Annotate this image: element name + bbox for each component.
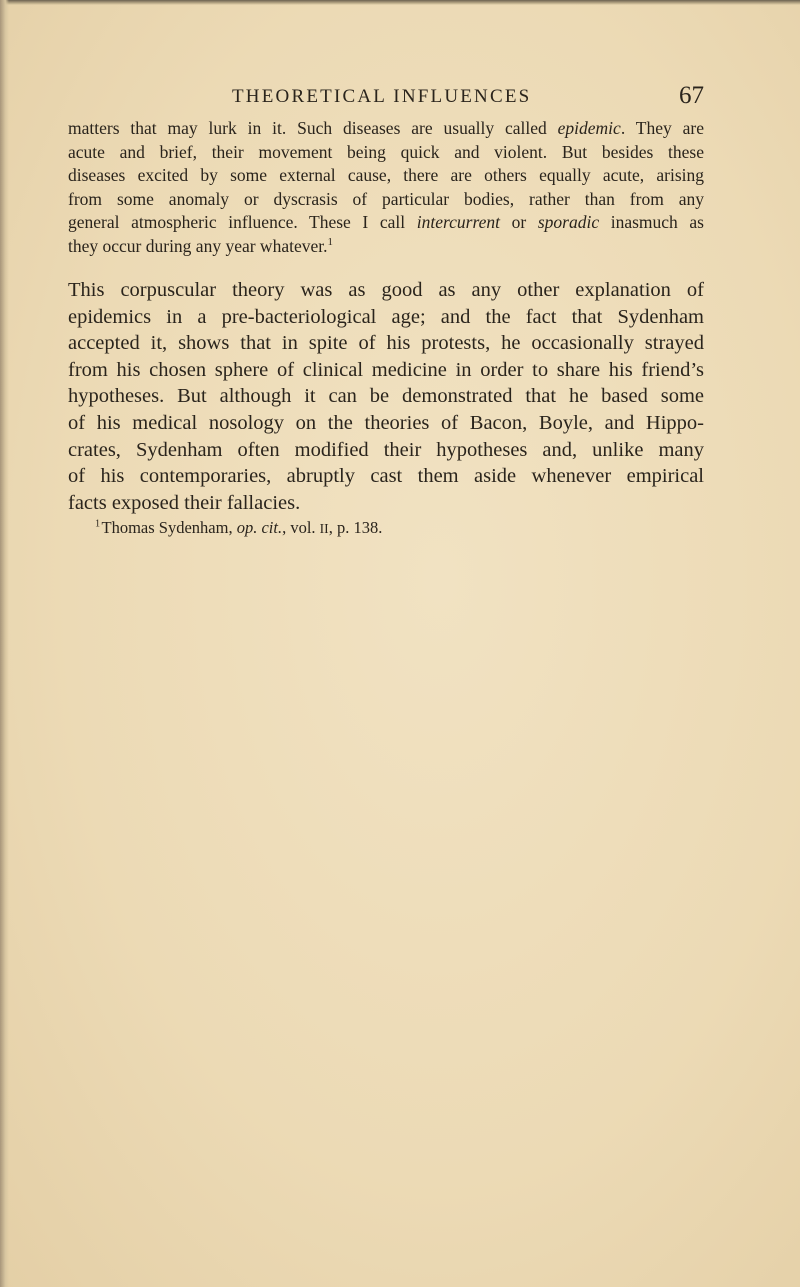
quote-line-5: general atmospheric influence. These I call intercurrent or sporadic inasmuch as (68, 212, 704, 233)
running-head (232, 84, 704, 114)
page-top-edge (0, 0, 800, 5)
quote-line-6: they occur during any year whatever.$^1$ (68, 235, 333, 256)
term-epidemic: epidemic (557, 118, 621, 138)
paragraph-line-1: This corpuscular theory was as good as any other explanation of (68, 279, 704, 301)
footnote-author: Thomas Sydenham, (101, 518, 237, 537)
paragraph-line-9: facts exposed their fallacies. (68, 491, 301, 514)
footnote-reference: 1 (327, 236, 333, 249)
paragraph-line-4: from his chosen sphere of clinical medicine in order to share his friend’s (68, 358, 704, 381)
quote-line-3: diseases excited by some external cause, there are others equally acute, arising (68, 165, 704, 186)
body-paragraph (68, 277, 704, 516)
running-title: THEORETICAL INFLUENCES (232, 86, 532, 107)
quote-line-1: matters that may lurk in it. Such diseases are usually called epidemic. They are (68, 118, 704, 138)
quote-line-4: from some anomaly or dyscrasis of particular bodies, rather than from any (68, 188, 704, 209)
paragraph-line-7: crates, Sydenham often modified their hypotheses and, unlike many (68, 438, 704, 461)
term-sporadic: sporadic (537, 212, 600, 233)
footnote (95, 518, 382, 538)
page-number: 67 (679, 82, 704, 109)
footnote-vol: , vol. (282, 518, 320, 537)
paragraph-line-2: epidemics in a pre-bacteriological age; and the fact that Sydenham (68, 305, 704, 328)
block-quote (68, 117, 704, 259)
quote-line-2: acute and brief, their movement being quick and violent. But besides these (68, 141, 704, 162)
footnote-marker: 1 (95, 518, 101, 530)
footnote-citation: op. cit. (236, 518, 283, 537)
footnote-page: , p. 138. (328, 518, 383, 537)
footnote-volume: II (319, 521, 329, 536)
page-left-edge (0, 0, 9, 1287)
term-intercurrent: intercurrent (416, 212, 501, 233)
paragraph-line-3: accepted it, shows that in spite of his protests, he occasionally strayed (68, 332, 704, 355)
paragraph-line-8: of his contemporaries, abruptly cast them aside whenever empirical (68, 465, 704, 488)
paragraph-line-6: of his medical nosology on the theories of Bacon, Boyle, and Hippo- (68, 411, 704, 434)
paragraph-line-5: hypotheses. But although it can be demonstrated that he based some (68, 385, 704, 408)
